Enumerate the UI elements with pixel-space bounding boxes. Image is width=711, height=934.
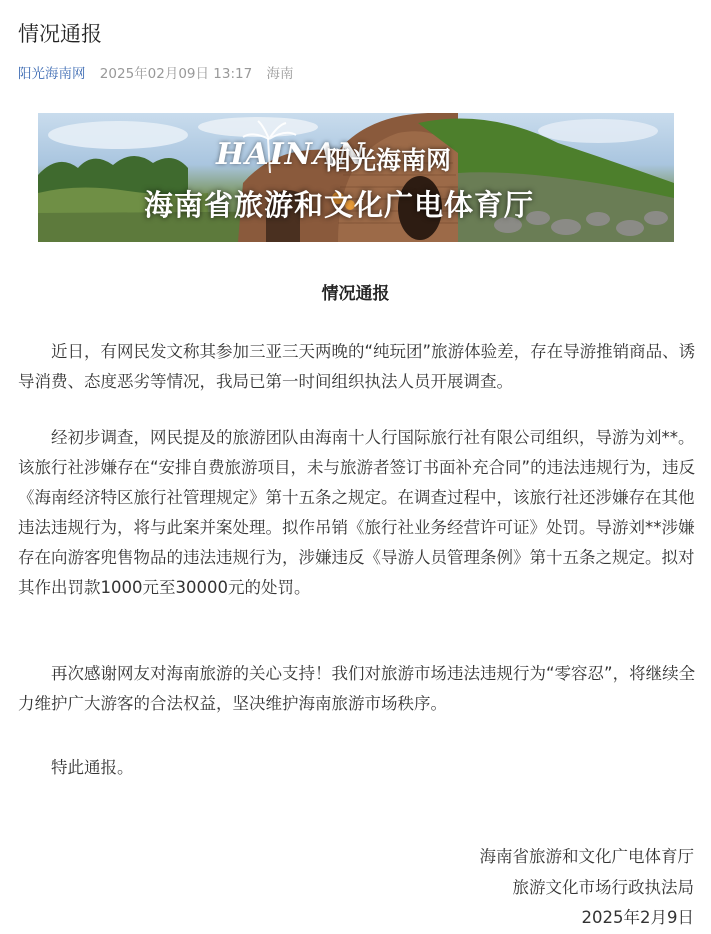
signature-date: 2025年2月9日 xyxy=(581,908,694,927)
paragraph-1: 近日，有网民发文称其参加三亚三天两晚的“纯玩团”旅游体验差，存在导游推销商品、诱导消费、态度恶劣等情况，我局已第一时间组织执法人员开展调查。 xyxy=(18,342,696,391)
paragraph-4: 特此通报。 xyxy=(51,758,134,777)
paragraph-3: 再次感谢网友对海南旅游的关心支持！我们对旅游市场违法违规行为“零容忍”，将继续全力维护广大游客的合法权益，坚决维护海南旅游市场秩序。 xyxy=(18,664,696,713)
hainan-logo: HAINAN xyxy=(216,137,366,172)
banner-site-name: 阳光海南网 xyxy=(326,146,452,175)
paragraph-2: 经初步调查，网民提及的旅游团队由海南十人行国际旅行社有限公司组织，导游为刘**。该旅行社涉嫌存在“安排自费旅游项目，未与旅游者签订书面补充合同”的违法违规行为，违反《海南经济特区旅行社管理规定》第十五条之规定。在调查过程中，该旅行社还涉嫌存在其他违法违规行为，将与此案并案处理。拟作吊销《旅行社业务经营许可证》处罚。导游刘**涉嫌存在向游客兜售物品的违法违规行为，涉嫌违反《导游人员管理条例》第十五条之规定。拟对其作出罚款1000元至30000元的处罚。 xyxy=(18,428,696,597)
source-link[interactable]: 阳光海南网 xyxy=(18,66,86,82)
signature-bureau: 旅游文化市场行政执法局 xyxy=(512,878,694,897)
article-meta xyxy=(18,62,294,82)
region-tag: 海南 xyxy=(266,66,294,82)
banner-image xyxy=(38,113,674,242)
page-title: 情况通报 xyxy=(18,22,102,46)
signature-org: 海南省旅游和文化广电体育厅 xyxy=(479,847,694,866)
banner-dept-name: 海南省旅游和文化广电体育厅 xyxy=(144,188,535,222)
publish-datetime: 2025年02月09日 13:17 xyxy=(99,66,253,82)
document-heading: 情况通报 xyxy=(321,284,390,304)
